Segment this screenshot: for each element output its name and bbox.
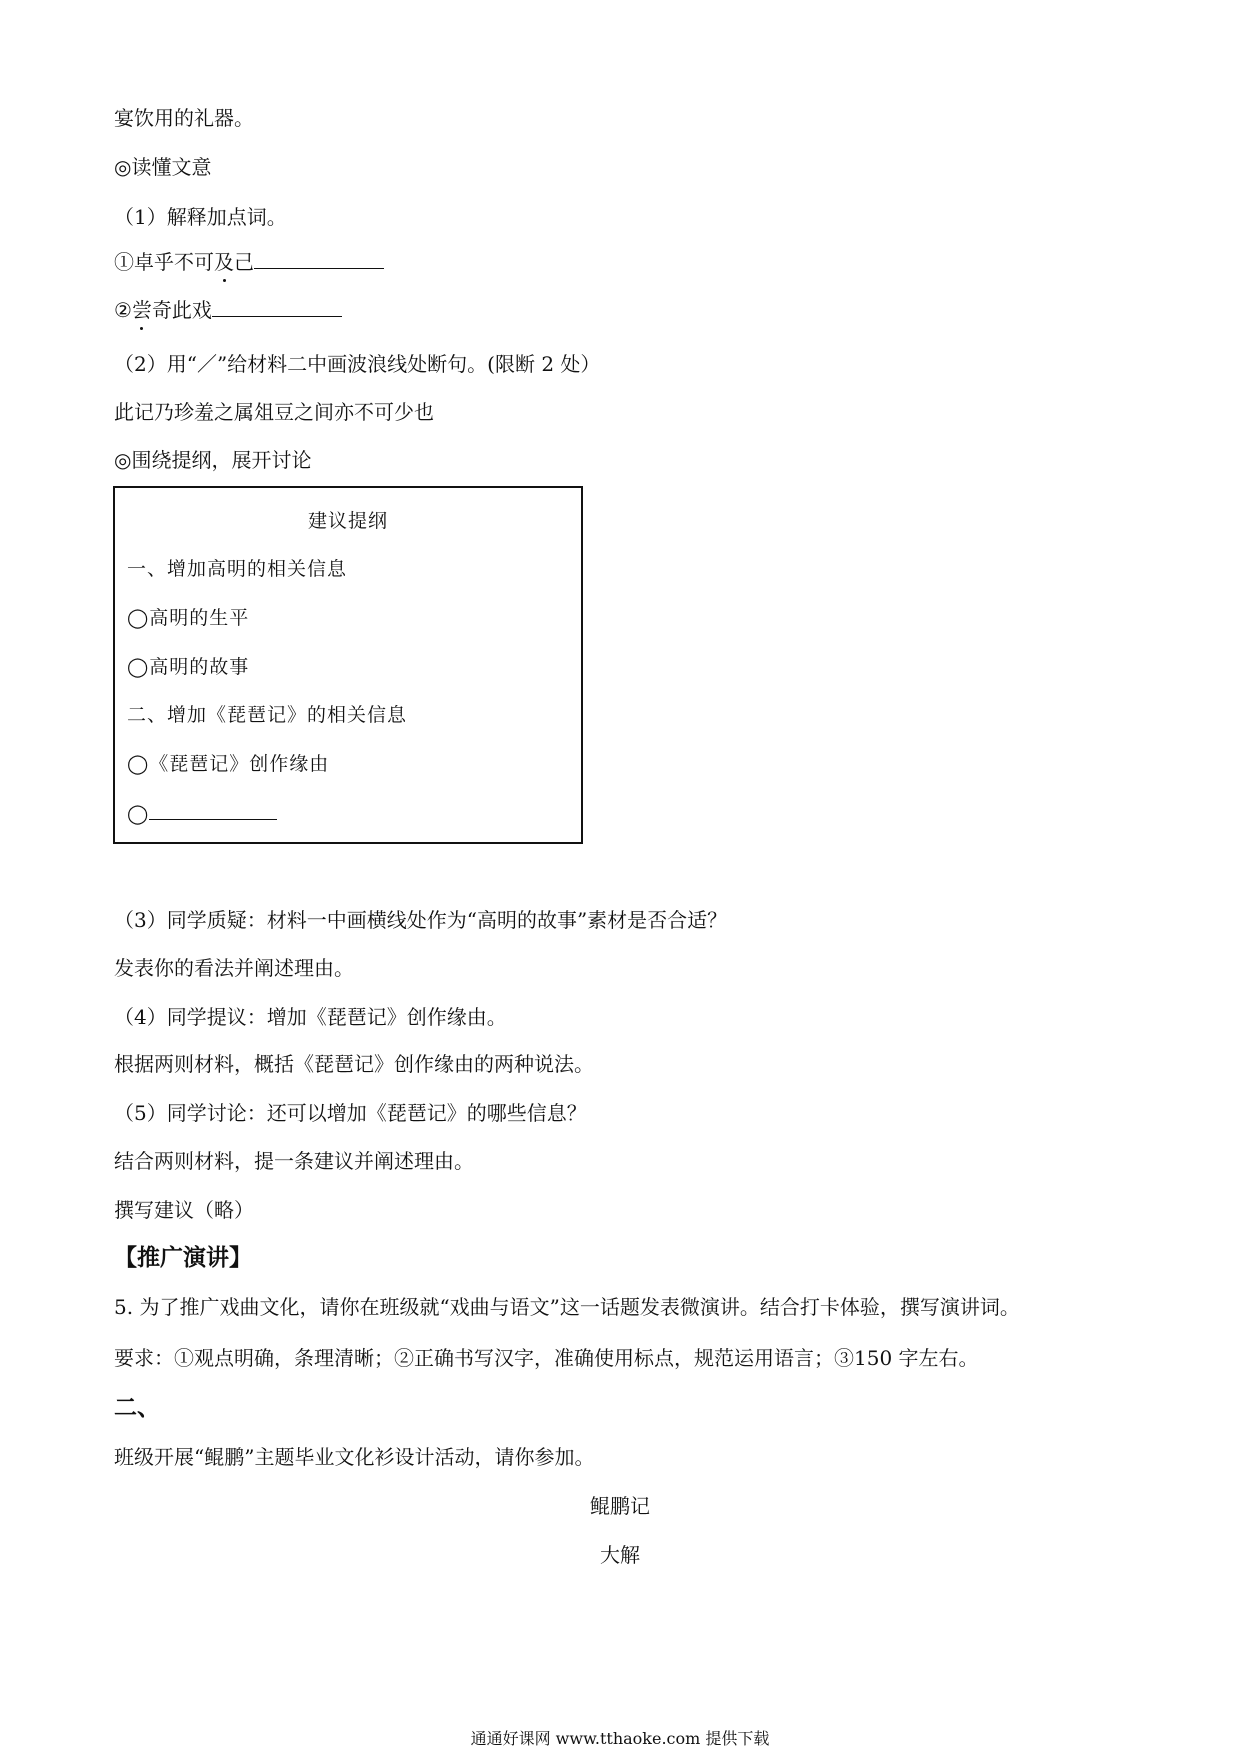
answer-blank[interactable] xyxy=(212,296,342,317)
circle-bullet: ◯ xyxy=(127,803,150,825)
item-text: ② xyxy=(114,298,132,322)
question-6: 5. 为了推广戏曲文化，请你在班级就“戏曲与语文”这一话题发表微演讲。结合打卡体验，撰写演讲词。 xyxy=(114,1295,1020,1319)
question-1-item-1 xyxy=(114,248,384,276)
question-6-requirements: 要求：①观点明确，条理清晰；②正确书写汉字，准确使用标点，规范运用语言；③150 字左右。 xyxy=(114,1346,979,1370)
outline-box xyxy=(113,486,583,844)
item-text: ①卓乎不可 xyxy=(114,250,214,274)
outline-item: ◯《琵琶记》创作缘由 xyxy=(127,753,330,775)
question-5: （5）同学讨论：还可以增加《琵琶记》的哪些信息？ xyxy=(114,1101,587,1125)
subsection-heading-discuss: ◎围绕提纲，展开讨论 xyxy=(114,448,312,472)
subsection-heading-read: ◎读懂文意 xyxy=(114,155,212,179)
outline-item: 二、增加《琵琶记》的相关信息 xyxy=(127,704,408,726)
text-line: 此记乃珍羞之属俎豆之间亦不可少也 xyxy=(114,400,434,424)
outline-item: ◯高明的故事 xyxy=(127,656,250,678)
question-1-item-2 xyxy=(114,296,342,324)
section-heading-promo: 【推广演讲】 xyxy=(114,1244,252,1271)
question-4: （4）同学提议：增加《琵琶记》创作缘由。 xyxy=(114,1005,507,1029)
answer-blank[interactable] xyxy=(254,248,384,269)
page-footer: 通通好课网 www.tthaoke.com 提供下载 xyxy=(470,1729,770,1748)
poem-title: 鲲鹏记 xyxy=(590,1494,650,1518)
outline-item: 一、增加高明的相关信息 xyxy=(127,558,348,580)
outline-item-blank xyxy=(127,799,277,827)
section-two-intro: 班级开展“鲲鹏”主题毕业文化衫设计活动，请你参加。 xyxy=(114,1445,595,1469)
outline-title: 建议提纲 xyxy=(307,510,388,532)
question-1: （1）解释加点词。 xyxy=(114,205,287,229)
dotted-char: 尝 xyxy=(131,298,152,322)
question-2: （2）用“／”给材料二中画波浪线处断句。(限断 2 处） xyxy=(114,352,601,376)
question-4-prompt: 根据两则材料，概括《琵琶记》创作缘由的两种说法。 xyxy=(114,1052,594,1076)
dotted-char: 及 xyxy=(214,250,234,274)
question-5-note: 撰写建议（略） xyxy=(114,1198,254,1222)
section-heading-two: 二、 xyxy=(114,1394,160,1421)
answer-blank[interactable] xyxy=(149,799,277,820)
item-text: 奇此戏 xyxy=(151,298,212,322)
question-3: （3）同学质疑：材料一中画横线处作为“高明的故事”素材是否合适？ xyxy=(114,908,728,932)
item-text: 己 xyxy=(234,250,254,274)
outline-item: ◯高明的生平 xyxy=(127,607,250,629)
question-5-prompt: 结合两则材料，提一条建议并阐述理由。 xyxy=(114,1149,474,1173)
text-line: 宴饮用的礼器。 xyxy=(114,106,254,130)
question-3-prompt: 发表你的看法并阐述理由。 xyxy=(114,956,354,980)
poem-author: 大解 xyxy=(600,1543,640,1567)
